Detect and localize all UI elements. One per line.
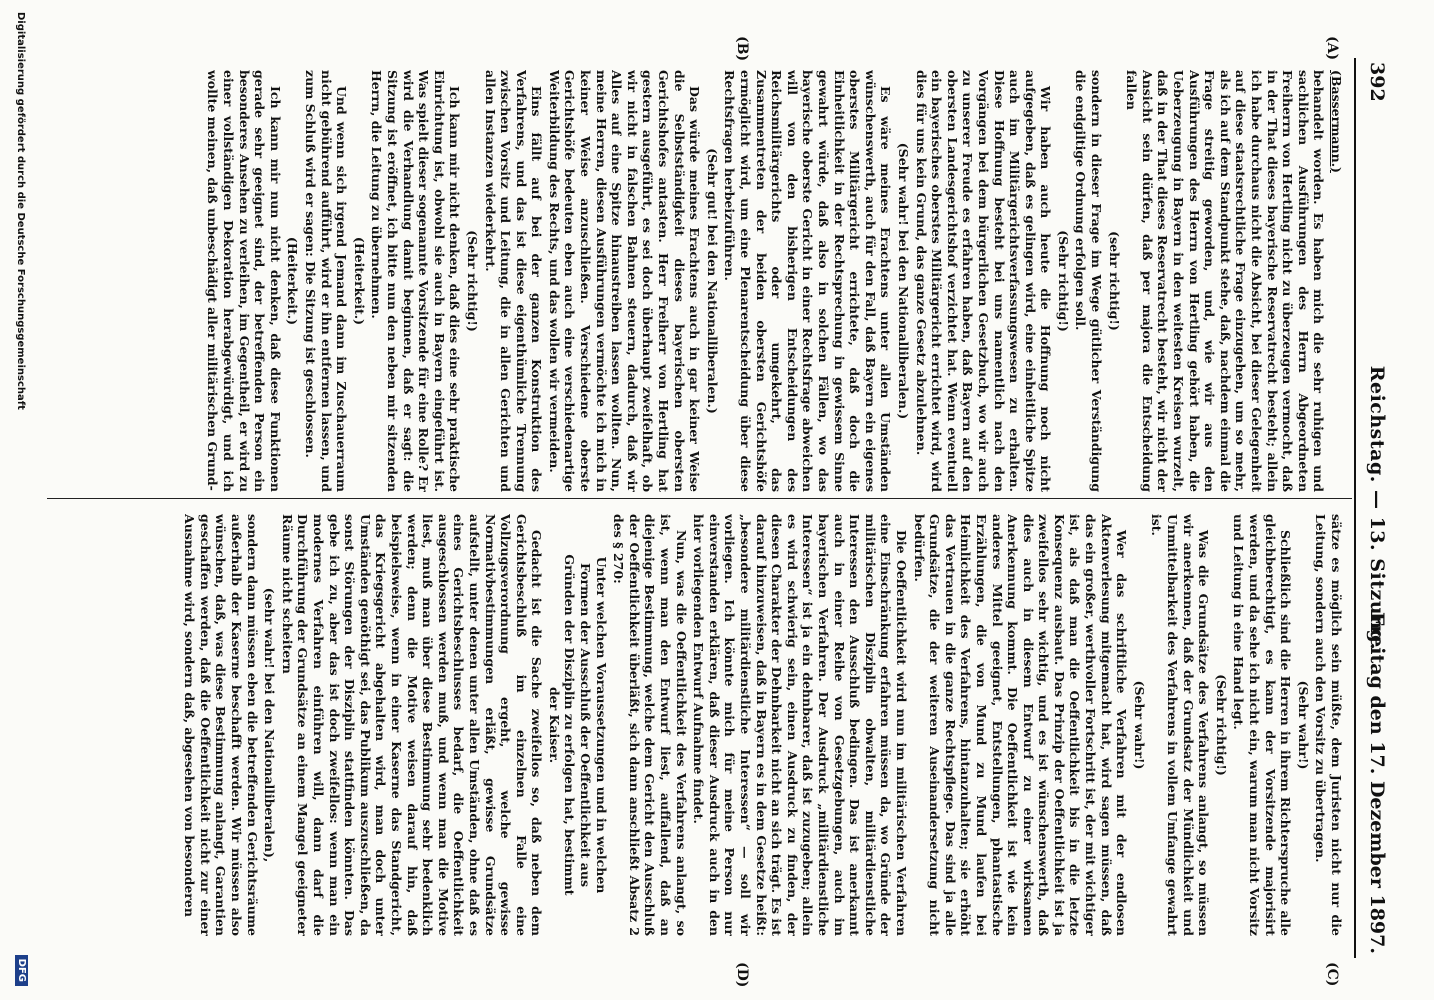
interjection: (Heiterkeit.): [285, 236, 301, 326]
quoted-clause: Unter welchen Voraussetzungen und in welchen Formen der Ausschluß der Oeffentlichkeit aus Gründen der Disziplin zu erfolgen hat, bestimmt der Kaiser.: [546, 554, 609, 896]
paragraph: Gedacht ist die Sache zweifellos so, daß neben dem Gerichtsbeschluß im einzelnen Falle eine Vollzugsverordnung ergeht, welche gewisse Normativbestimmungen erläßt, gewisse Grundsätze aufstellt, unter denen unter allen Umständen, ohne daß es eines Gerichtsbeschlusses bedarf, die Oeffentlichkeit ausgeschlossen werden muß, und wenn man die Motive liest, muß man über diese Bestimmung sehr bedenklich werden; denn die Motive weisen darauf hin, daß beispielsweise, wenn in einer Kaserne das Standgericht, das Kriegsgericht abgehalten wird, man doch unter Umständen genöthigt sei, das Publikum auszuschließen, da sonst Störungen der Disziplin stattfinden könnten. Das gebe ich zu, aber das ist doch zweifellos: wenn man ein modernes Verfahren einführen will, dann darf die Durchführung der Grundsätze an einem Mangel geeigneter Räume nicht scheitern: [279, 514, 545, 936]
page-footer: [10, 8, 30, 992]
interjection: (sehr wahr! bei den Nationalliberalen),: [262, 587, 278, 863]
paragraph: Ich kann mir nun nicht denken, daß diese Funktionen gerade sehr geeignet sind, der betreffenden Person ein besonderes Ansehen zu verleihen, im Gegentheil, er wird zu einer vollständigen Dekoration herabgewürdigt, und ich wollte meinen, daß unbeschädigt aller militärischen Grund-: [205, 70, 283, 492]
footer-credit: Digitalisierung gefördert durch die Deutsche Forschungsgemeinschaft: [15, 12, 26, 410]
paragraph: Und wenn sich irgend Jemand dann im Zuschauerraum nicht gebührend aufführt, wird er ihn entfernen lassen, und zum Schluß wird er sagen: Die Sitzung ist geschlossen.: [303, 70, 350, 492]
paragraph: Eins fällt auf bei der ganzen Konstruktion des Verfahrens, und das ist diese eigenthümliche Trennung zwischen Vorsitz und Leitung, die in allen Gerichten und allen Instanzen wiederkehrt.: [482, 70, 545, 492]
interjection: (Heiterkeit.): [351, 236, 367, 326]
interjection: (Sehr gut! bei den Nationalliberalen.): [704, 148, 720, 414]
interjection: (sehr richtig!): [1106, 231, 1122, 331]
page-number: 392: [1366, 62, 1388, 102]
interjection: (Sehr richtig!): [1213, 674, 1229, 776]
paragraph: Schließlich sind die Herren in ihrem Richterspruche alle gleichberechtigt, es kann der Vorsitzende majorisirt werden, und da sehe ich nicht ein, warum man nicht Vorsitz und Leitung in eine Hand legt.: [1231, 514, 1294, 936]
paragraph-continuation: sätze es möglich sein müßte, dem Juristen nicht nur die Leitung, sondern auch den Vorsitz zu übertragen.: [1313, 514, 1344, 936]
paragraph-continuation: sondern in dieser Frage im Wege gütlicher Verständigung die endgiltige Ordnung erfolgen soll.: [1073, 70, 1105, 492]
paragraph: Nun, was die Oeffentlichkeit des Verfahrens anlangt, so ist, wenn man den Entwurf liest, auffallend, daß an diejenige Bestimmung, welche dem Gericht den Ausschluß der Oeffentlichkeit überläßt, sich dann anschließt Absatz 2 des § 270:: [611, 514, 689, 936]
margin-mark-a: (A): [1324, 36, 1340, 61]
interjection: (Sehr wahr!): [1131, 680, 1147, 770]
left-text-column: [54, 70, 1344, 492]
speaker-name: [1328, 70, 1344, 492]
page-header: [1354, 58, 1396, 958]
right-text-column: [54, 514, 1344, 936]
paragraph: Ich kann mir nicht denken, daß dies eine sehr praktische Einrichtung ist, obwohl sie auch in Bayern eingeführt ist. Was spielt dieser sogenannte Vorsitzende für eine Rolle? Er wird die Verhandlung damit beginnen, daß er sagt: die Sitzung ist eröffnet, ich bitte nun den neben mir sitzenden Herrn, die Leitung zu übernehmen.: [369, 70, 463, 492]
interjection: (Sehr richtig!): [464, 230, 480, 332]
paragraph: Die Oeffentlichkeit wird nun im militärischen Verfahren eine Einschränkung erfahren müssen da, wo Gründe der militärischen Disziplin obwalten, militärdienstliche Interessen den Ausschluß bedingen. Das ist anerkannt auch in einer Reihe von Gesetzgebungen, auch im bayerischen Verfahren. Der Ausdruck „militärdienstliche Interessen“ ist ja ein dehnbarer, daß ist zuzugeben; allein es wird schwierig sein, einen Ausdruck zu finden, der diesen Charakter der Dehnbarkeit nicht an sich trägt. Es ist darauf hinzuweisen, daß in Bayern es in dem Gesetze heißt: „besondere militärdienstliche Interessen“ — soll wir vorliegen. Ich könnte mich für meine Person nur einverstanden erklären, daß dieser Ausdruck auch in den hier vorliegenden Entwurf Aufnahme findet.: [691, 514, 909, 936]
paragraph: Das würde meines Erachtens auch in gar keiner Weise die Selbstständigkeit dieses bayerischen obersten Gerichtshofes antasten. Herr Freiherr von Hertling hat gestern ausgeführt, es sei doch überhaupt zweifelhaft, ob wir nicht in falschen Bahnen steuern, dadurch, daß wir Alles auf eine Spitze hinaustreiben lassen wollten. Nun, meine Herren, diesen Ausführungen vermöchte ich mich in keiner Weise anzuschließen. Verschiedene oberste Gerichtshöfe bedeuten eben auch eine verschiedenartige Weiterbildung des Rechts, und das wollen wir vermeiden.: [546, 70, 703, 492]
paragraph: Was die Grundsätze des Verfahrens anlangt, so müssen wir anerkennen, daß der Grundsatz der Mündlichkeit und Unmittelbarkeit des Verfahrens in vollem Umfange gewahrt ist.: [1149, 514, 1212, 936]
margin-mark-c: (C): [1324, 962, 1340, 987]
dfg-logo: DFG: [15, 955, 28, 986]
column-divider: [47, 498, 1352, 499]
interjection: (Sehr richtig!): [1055, 230, 1071, 332]
interjection: (Sehr wahr!): [1295, 680, 1311, 770]
margin-mark-b: (B): [734, 36, 750, 62]
page-title: Reichstag. — 13. Sitzung.: [1366, 365, 1388, 651]
paragraph: Wer das schriftliche Verfahren mit der endlosen Aktenverlesung mitgemacht hat, wird sagen müssen, daß das ein großer, werthvoller Fortschritt ist, der mit wichtiger ist, als daß man die Oeffentlichkeit bis in die letzte Konsequenz ausbaut. Das Prinzip der Oeffentlichkeit ist ja zweifellos sehr wichtig, und es ist wünschenswerth, daß dies auch in diesem Entwurf zu einer wirksamen Anerkennung kommt. Die Oeffentlichkeit ist wie kein anderes Mittel geeignet, Entstellungen, phantastische Erzählungen, die von Mund zu Mund laufen bei Heimlichkeit des Verfahrens, hintanzuhalten; sie erhöht das Vertrauen in die ganze Rechtspflege. Das sind ja alle Grundsätze, die der weiteren Auseinandersetzung nicht bedürfen.: [911, 514, 1130, 936]
interjection: (Sehr wahr! bei den Nationalliberalen.): [895, 142, 911, 420]
margin-mark-d: (D): [734, 962, 750, 988]
paragraph-continuation: behandelt worden. Es haben mich die sehr ruhigen und sachlichen Ausführungen des Herrn Abgeordneten Freiherrn von Hertling nicht zu überzeugen vermocht, daß in der That dieses bayerische Reservatrecht besteht; allein ich habe durchaus nicht die Absicht, bei dieser Gelegenheit auf diese staatsrechtliche Frage einzugehen, um so mehr, als ich auf dem Standpunkt stehe, daß, nachdem einmal die Frage streitig geworden, und, wie wir aus den Ausführungen des Herrn von Hertling gehört haben, die Ueberzeugung in Bayern in den weitesten Kreisen wurzelt, daß in der That dieses Reservatrecht besteht, wir nicht der Ansicht sein dürfen, daß per majora die Entscheidung fallen: [1124, 70, 1327, 492]
session-date: Freitag den 17. Dezember 1897.: [1366, 612, 1388, 954]
paragraph: Wir haben auch heute die Hoffnung noch nicht aufgegeben, daß es gelingen wird, eine einheitliche Spitze auch im Militärgerichtsverfassungswesen zu erhalten. Diese Hoffnung besteht bei uns namentlich nach den Vorgängen bei dem bürgerlichen Gesetzbuch, wo wir auch zu unserer Freude es erfahren haben, daß Bayern auf den obersten Landesgerichtshof verzichtet hat. Wenn eventuell ein bayerisches oberstes Militärgericht errichtet wird, wird dies für uns kein Grund, das ganze Gesetz abzulehnen.: [913, 70, 1054, 492]
paragraph-continuation: sondern dann müssen eben die betreffenden Gerichtsräume außerhalb der Kaserne beschafft werden. Wir müssen also wünschen, daß, was diese Bestimmung anlangt, Garantien geschaffen werden, daß die Oeffentlichkeit nicht zur einer Ausnahme wird, sondern daß, abgesehen von besonderen: [182, 514, 260, 936]
paragraph: Es wäre meines Erachtens unter allen Umständen wünschenswerth, auch für den Fall, daß Bayern ein eigenes oberstes Militärgericht errichtete, daß doch die Einheitlichkeit in der Rechtsprechung in gewissem Sinne gewahrt würde, daß also in solchen Fällen, wo das bayerische oberste Gericht in einer Rechtsfrage abweichen will von den bisherigen Entscheidungen des Reichsmilitärgerichts oder umgekehrt, das Zusammentreten der beiden obersten Gerichtshöfe ermöglicht wird, um eine Plenarentscheidung über diese Rechtsfragen herbeizuführen.: [722, 70, 894, 492]
speaker-label: (Bassermann.): [1329, 70, 1344, 173]
